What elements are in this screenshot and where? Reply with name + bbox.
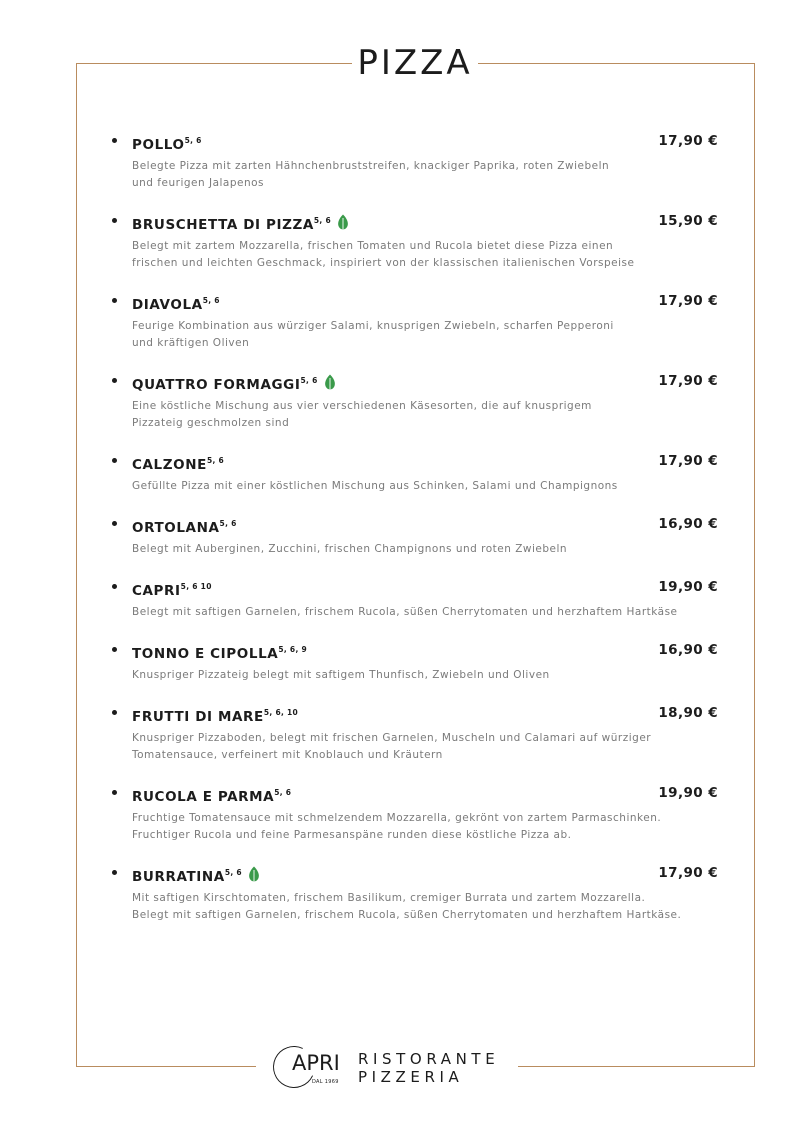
allergen-codes: 5, 6, 9	[278, 645, 308, 654]
item-price: 17,90 €	[658, 865, 718, 881]
item-description	[132, 890, 712, 924]
menu-item	[112, 576, 722, 618]
item-name-wrap	[132, 641, 307, 663]
item-name-wrap	[132, 452, 224, 474]
item-name: FRUTTI DI MARE	[132, 709, 264, 725]
item-description	[132, 730, 712, 764]
bullet-icon	[112, 138, 117, 143]
item-price: 15,90 €	[658, 213, 718, 229]
restaurant-logo	[270, 1044, 510, 1092]
menu-item	[112, 862, 722, 921]
bullet-icon	[112, 458, 117, 463]
item-description	[132, 398, 712, 432]
item-name-wrap	[132, 212, 349, 234]
menu-item	[112, 639, 722, 681]
description-line: Tomatensauce, verfeinert mit Knoblauch und Kräutern	[132, 749, 443, 761]
item-description	[132, 478, 712, 495]
item-description	[132, 158, 712, 192]
item-name: ORTOLANA	[132, 520, 220, 536]
bullet-icon	[112, 378, 117, 383]
item-description	[132, 604, 712, 621]
item-name: POLLO	[132, 137, 185, 153]
vegetarian-leaf-icon	[324, 374, 336, 391]
bullet-icon	[112, 710, 117, 715]
item-name-wrap	[132, 578, 212, 600]
description-line: Belegt mit saftigen Garnelen, frischem Rucola, süßen Cherrytomaten und herzhaftem Hartkäse	[132, 606, 678, 618]
item-price: 17,90 €	[658, 293, 718, 309]
menu-item	[112, 782, 722, 841]
item-name: RUCOLA E PARMA	[132, 789, 275, 805]
menu-item	[112, 130, 722, 189]
logo-line-pizzeria: PIZZERIA	[358, 1068, 464, 1086]
bullet-icon	[112, 298, 117, 303]
allergen-codes: 5, 6, 10	[263, 708, 299, 717]
description-line: Fruchtiger Rucola und feine Parmesanspäne runden diese köstliche Pizza ab.	[132, 829, 572, 841]
menu-item	[112, 450, 722, 492]
item-name: BRUSCHETTA DI PIZZA	[132, 217, 314, 233]
item-name-wrap	[132, 864, 260, 886]
bullet-icon	[112, 870, 117, 875]
description-line: Knuspriger Pizzaboden, belegt mit frischen Garnelen, Muscheln und Calamari auf würziger	[132, 732, 652, 744]
menu-item	[112, 513, 722, 555]
item-name: DIAVOLA	[132, 297, 203, 313]
menu-item	[112, 370, 722, 429]
description-line: Belegt mit zartem Mozzarella, frischen Tomaten und Rucola bietet diese Pizza einen	[132, 240, 614, 252]
allergen-codes: 5, 6	[313, 216, 332, 225]
description-line: Belegt mit Auberginen, Zucchini, frischen Champignons und roten Zwiebeln	[132, 543, 568, 555]
allergen-codes: 5, 6	[300, 376, 318, 385]
bullet-icon	[112, 790, 117, 795]
item-name: CALZONE	[132, 457, 207, 473]
logo-line-ristorante: RISTORANTE	[358, 1050, 500, 1068]
item-description	[132, 238, 712, 272]
logo-brand: APRI	[292, 1051, 340, 1075]
item-price: 16,90 €	[658, 516, 718, 532]
description-line: frischen und leichten Geschmack, inspiriert von der klassischen italienischen Vorspeise	[132, 257, 635, 269]
item-price: 16,90 €	[658, 642, 718, 658]
item-price: 17,90 €	[658, 453, 718, 469]
item-name: QUATTRO FORMAGGI	[132, 377, 301, 393]
description-line: Belegt mit saftigen Garnelen, frischem Rucola, süßen Cherrytomaten und herzhaftem Hartkäse.	[132, 909, 682, 921]
allergen-codes: 5, 6	[202, 296, 220, 305]
item-description	[132, 667, 712, 684]
item-description	[132, 541, 712, 558]
menu-item	[112, 702, 722, 761]
item-description	[132, 810, 712, 844]
description-line: Feurige Kombination aus würziger Salami, knusprigen Zwiebeln, scharfen Pepperoni	[132, 320, 614, 332]
item-name-wrap	[132, 704, 298, 726]
logo-since: DAL 1969	[312, 1079, 339, 1085]
allergen-codes: 5, 6	[206, 456, 225, 465]
item-price: 17,90 €	[658, 133, 718, 149]
item-name-wrap	[132, 515, 237, 537]
page-title: PIZZA	[357, 43, 473, 83]
vegetarian-leaf-icon	[337, 214, 349, 231]
allergen-codes: 5, 6	[184, 136, 202, 145]
description-line: Pizzateig geschmolzen sind	[132, 417, 290, 429]
item-name-wrap	[132, 784, 291, 806]
description-line: Gefüllte Pizza mit einer köstlichen Mischung aus Schinken, Salami und Champignons	[132, 480, 618, 492]
vegetarian-leaf-icon	[248, 866, 260, 883]
menu-item	[112, 290, 722, 349]
bullet-icon	[112, 521, 117, 526]
item-name-wrap	[132, 292, 220, 314]
bullet-icon	[112, 647, 117, 652]
item-price: 17,90 €	[658, 373, 718, 389]
description-line: Belegte Pizza mit zarten Hähnchenbruststreifen, knackiger Paprika, roten Zwiebeln	[132, 160, 610, 172]
item-name: TONNO E CIPOLLA	[132, 646, 279, 662]
item-name-wrap	[132, 372, 336, 394]
description-line: Knuspriger Pizzateig belegt mit saftigem Thunfisch, Zwiebeln und Oliven	[132, 669, 550, 681]
allergen-codes: 5, 6	[224, 868, 242, 877]
item-price: 19,90 €	[658, 579, 718, 595]
allergen-codes: 5, 6 10	[180, 582, 212, 591]
item-name: CAPRI	[132, 583, 181, 599]
allergen-codes: 5, 6	[274, 788, 292, 797]
description-line: Fruchtige Tomatensauce mit schmelzendem Mozzarella, gekrönt von zartem Parmaschinken.	[132, 812, 662, 824]
item-description	[132, 318, 712, 352]
item-price: 19,90 €	[658, 785, 718, 801]
description-line: Mit saftigen Kirschtomaten, frischem Basilikum, cremiger Burrata und zartem Mozzarella.	[132, 892, 646, 904]
bullet-icon	[112, 584, 117, 589]
item-name: BURRATINA	[132, 869, 225, 885]
description-line: Eine köstliche Mischung aus vier verschiedenen Käsesorten, die auf knusprigem	[132, 400, 592, 412]
allergen-codes: 5, 6	[219, 519, 237, 528]
bullet-icon	[112, 218, 117, 223]
item-price: 18,90 €	[658, 705, 718, 721]
menu-item	[112, 210, 722, 269]
item-name-wrap	[132, 132, 202, 154]
description-line: und feurigen Jalapenos	[132, 177, 265, 189]
description-line: und kräftigen Oliven	[132, 337, 250, 349]
